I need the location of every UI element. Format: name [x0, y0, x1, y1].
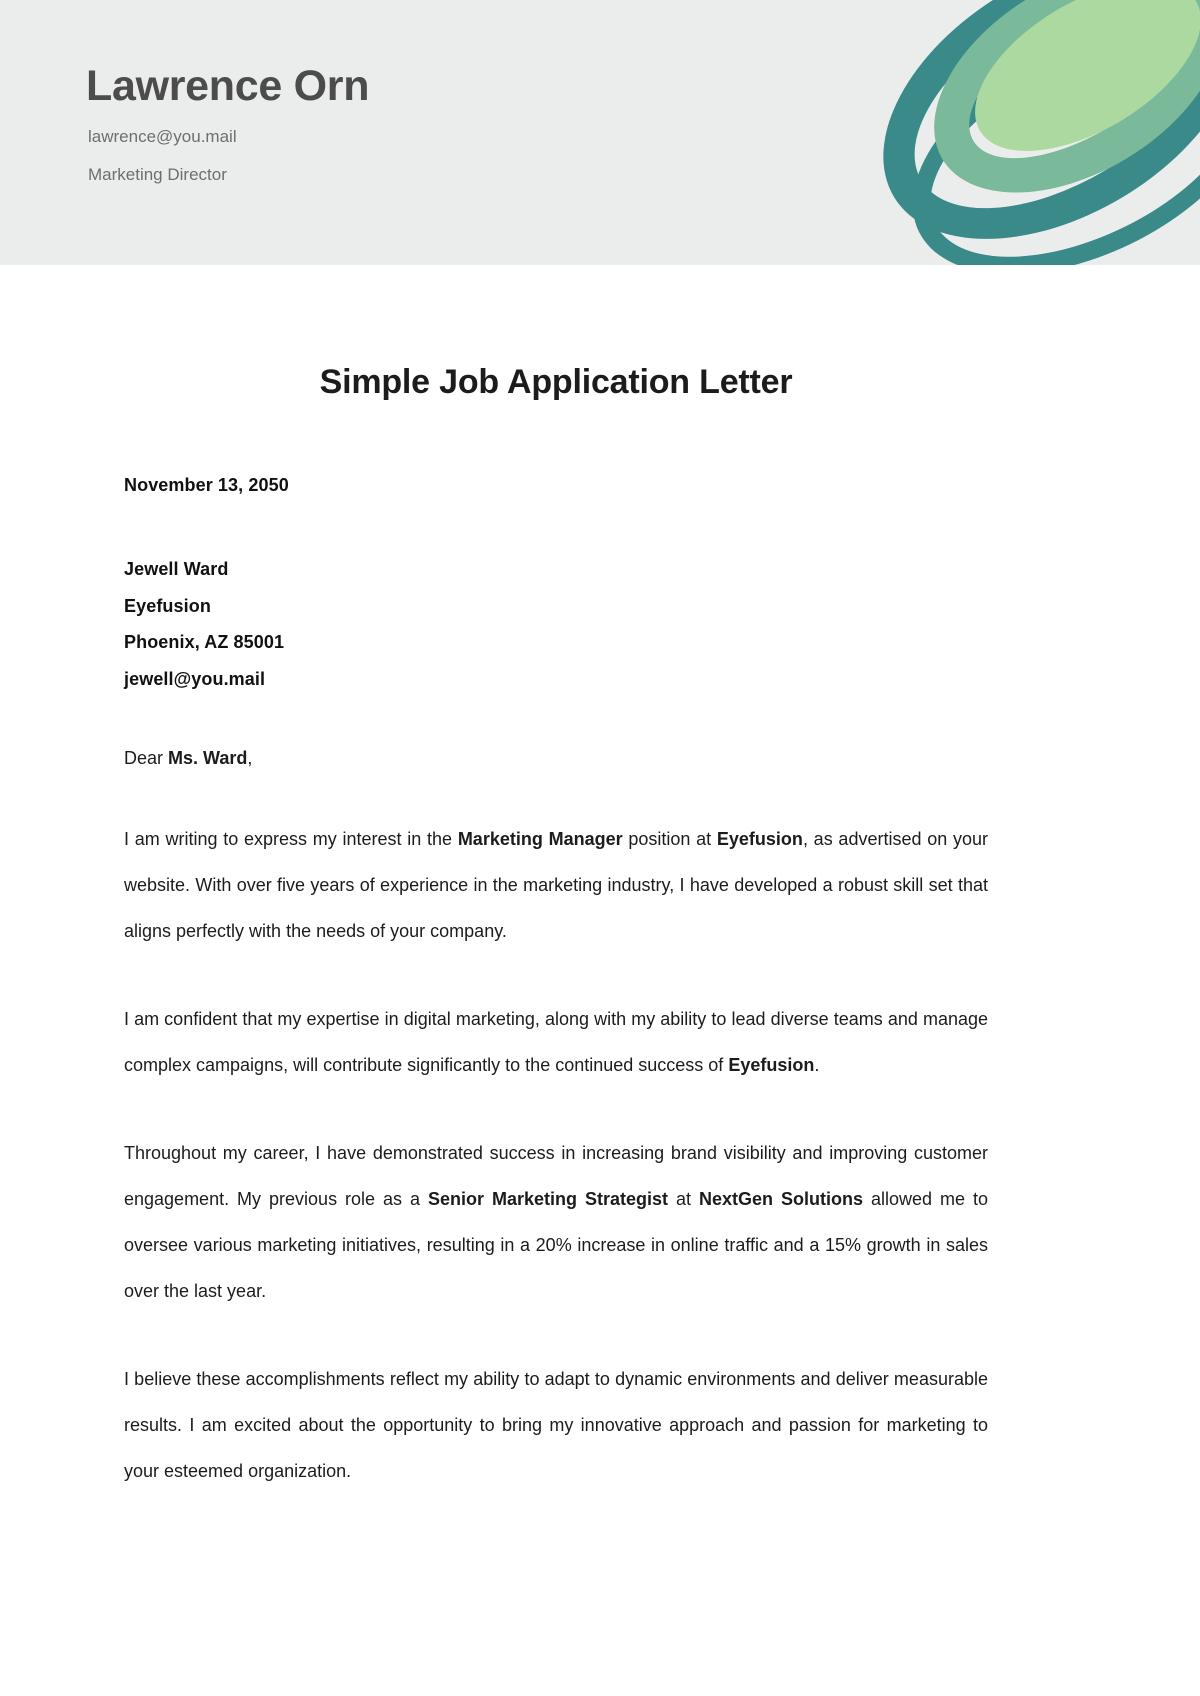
body-text: Throughout my career, I have demonstrated success in increasing brand visibility and improving customer engagement. My previous role as a — [124, 1143, 988, 1209]
recipient-address-block — [124, 551, 988, 697]
emphasis-text: Eyefusion — [716, 829, 803, 849]
letterhead-header — [0, 0, 1200, 265]
emphasis-text: NextGen Solutions — [699, 1189, 864, 1209]
recipient-city-state-zip: Phoenix, AZ 85001 — [124, 632, 285, 652]
letter-paragraphs — [124, 816, 988, 1494]
paragraph-career — [124, 1130, 988, 1314]
body-text: I am confident that my expertise in digital marketing, along with my ability to lead diverse teams and manage complex campaigns, will contribute significantly to the continued success of — [124, 1009, 988, 1075]
body-text: position at — [622, 829, 717, 849]
salutation-name: Ms. Ward — [168, 748, 248, 768]
sender-block — [86, 62, 369, 185]
emphasis-text: Marketing Manager — [457, 829, 623, 849]
swoosh-decoration — [800, 0, 1200, 265]
body-text: allowed me to oversee various marketing initiatives, resulting in a 20% increase in online traffic and a 15% growth in sales over the last year. — [124, 1189, 989, 1301]
body-text: I am writing to express my interest in the — [124, 829, 458, 849]
sender-name: Lawrence Orn — [86, 62, 370, 110]
sender-job-title: Marketing Director — [88, 164, 227, 184]
body-text: I believe these accomplishments reflect my ability to adapt to dynamic environments and deliver measurable results. I am excited about the opportunity to bring my innovative approach and passion for marketing to your esteemed organization. — [124, 1369, 988, 1481]
emphasis-text: Eyefusion — [728, 1055, 815, 1075]
body-text: , as advertised on your website. With over five years of experience in the marketing industry, I have developed a robust skill set that aligns perfectly with the needs of your company. — [124, 829, 989, 941]
sender-email: lawrence@you.mail — [88, 127, 237, 147]
salutation-prefix: Dear — [124, 748, 169, 768]
letter-date: November 13, 2050 — [124, 475, 289, 495]
nested-ellipse-swoosh-icon — [800, 0, 1200, 265]
salutation — [124, 748, 988, 769]
emphasis-text: Senior Marketing Strategist — [428, 1189, 669, 1209]
body-text: at — [668, 1189, 700, 1209]
paragraph-expertise — [124, 996, 988, 1088]
paragraph-closing — [124, 1356, 988, 1494]
recipient-name: Jewell Ward — [124, 559, 229, 579]
salutation-suffix: , — [247, 748, 253, 768]
paragraph-interest — [124, 816, 988, 954]
recipient-company: Eyefusion — [124, 595, 211, 616]
letter-body — [124, 265, 988, 1494]
recipient-email: jewell@you.mail — [124, 668, 266, 689]
letter-title: Simple Job Application Letter — [319, 363, 793, 401]
body-text: . — [814, 1055, 820, 1075]
